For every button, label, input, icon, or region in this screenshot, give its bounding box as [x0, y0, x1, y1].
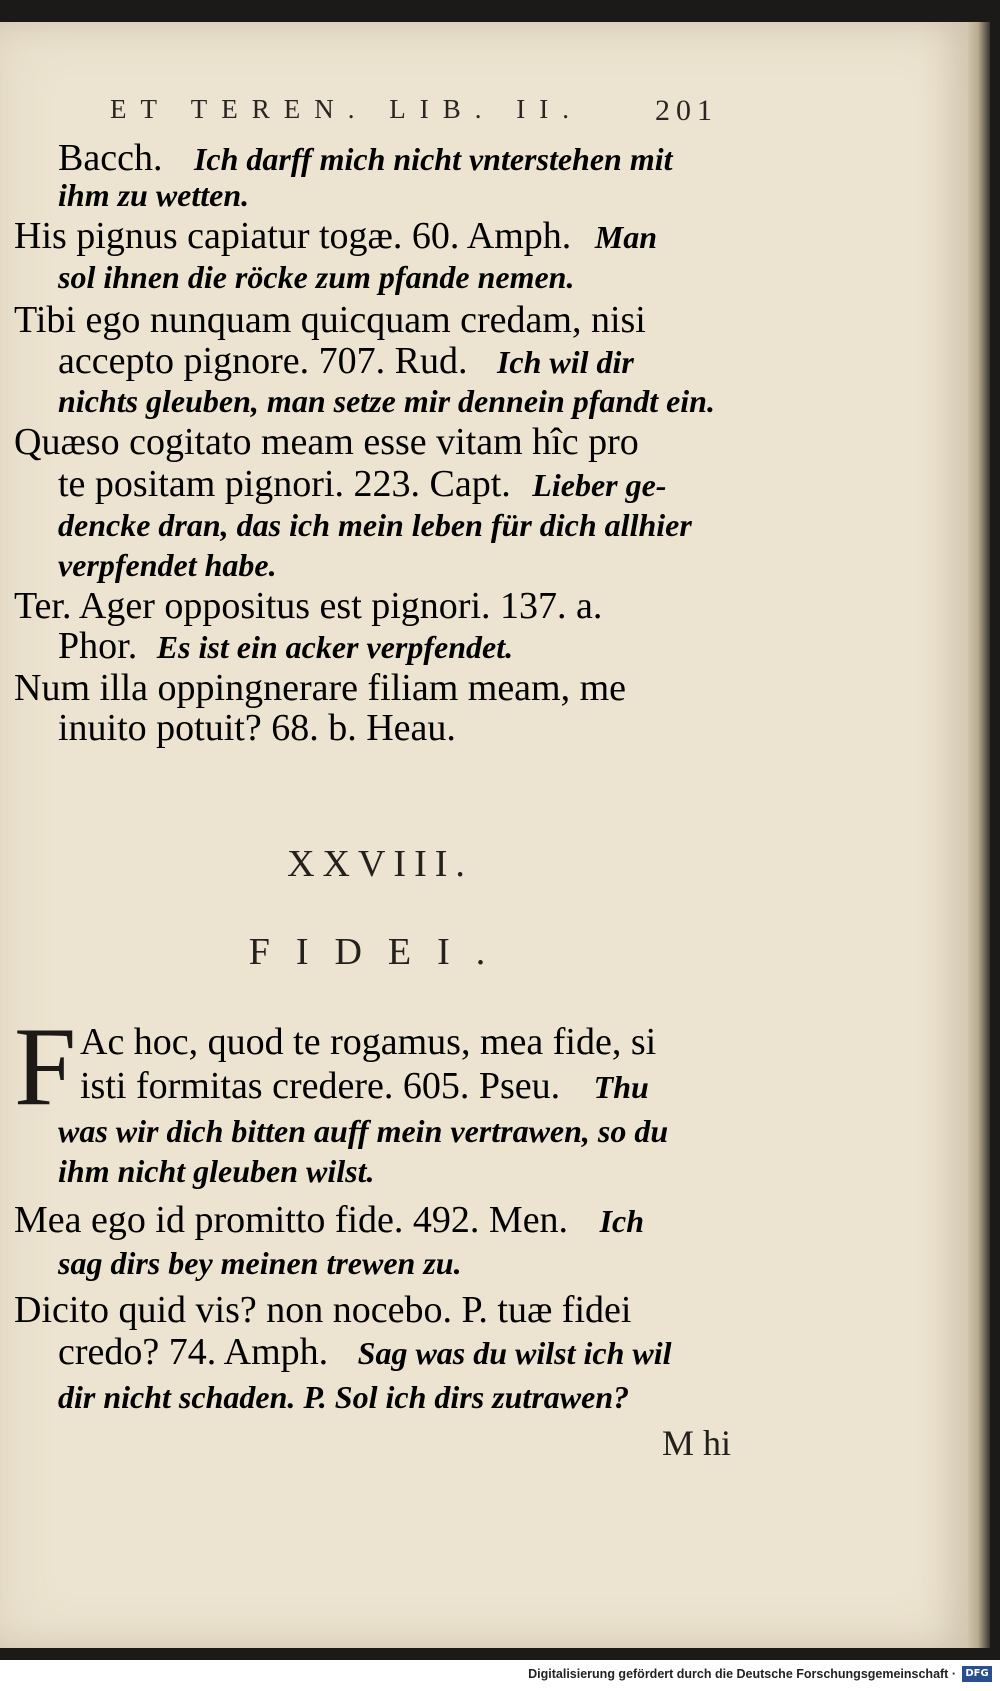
german-gloss: Es ist ein acker verpfendet.	[156, 629, 514, 665]
latin-text: te positam pignori. 223. Capt.	[58, 463, 511, 505]
page-edge	[968, 22, 990, 1648]
latin-text: credo? 74. Amph.	[58, 1331, 329, 1373]
text-line	[14, 298, 646, 342]
latin-text: Quæso cogitato meam esse vitam hîc pro	[14, 421, 639, 463]
text-line	[58, 542, 277, 587]
text-line	[14, 214, 657, 259]
german-gloss: Ich	[599, 1203, 645, 1239]
latin-text: Num illa oppingnerare filiam meam, me	[14, 667, 627, 709]
german-gloss: Ich darff mich nicht vnterstehen mit	[193, 141, 673, 177]
latin-text: inuito potuit? 68. b. Heau.	[58, 707, 456, 749]
text-line	[58, 1240, 462, 1285]
text-line	[14, 666, 626, 710]
german-gloss: was wir dich bitten auff mein vertrawen, so du	[58, 1113, 669, 1149]
german-gloss: dencke dran, das ich mein leben für dich allhier	[58, 507, 692, 543]
latin-text: Phor.	[58, 625, 138, 667]
text-line	[58, 462, 666, 507]
text-line	[58, 706, 456, 750]
text-line	[80, 1020, 656, 1064]
text-line	[58, 254, 574, 299]
german-gloss: verpfendet habe.	[58, 547, 277, 583]
section-title: FIDEI.	[248, 931, 512, 973]
text-line	[14, 584, 602, 628]
drop-capital: F	[14, 1005, 77, 1129]
dfg-logo: DFG	[962, 1666, 992, 1682]
latin-text: His pignus capiatur togæ. 60. Amph.	[14, 215, 572, 257]
german-gloss: Ich wil dir	[496, 344, 634, 380]
text-line	[58, 172, 249, 217]
latin-text: Ac hoc, quod te rogamus, mea fide, si	[80, 1021, 657, 1063]
text-line	[58, 1148, 375, 1193]
text-line	[58, 1330, 672, 1375]
german-gloss: ihm zu wetten.	[58, 177, 250, 213]
catchword: M hi	[662, 1423, 732, 1463]
funding-credit: Digitalisierung gefördert durch die Deutsche Forschungsgemeinschaft ·	[528, 1667, 956, 1681]
german-gloss: Man	[594, 219, 658, 255]
german-gloss: Sag was du wilst ich wil	[357, 1335, 672, 1371]
text-line	[58, 378, 715, 423]
section-number: XXVIII.	[287, 843, 473, 885]
latin-text: Tibi ego nunquam quicquam credam, nisi	[14, 299, 646, 341]
footer-bar	[0, 1660, 1000, 1691]
running-title: ET TEREN. LIB. II.	[110, 94, 583, 124]
text-line	[14, 420, 639, 464]
page-number: 201	[655, 94, 718, 127]
latin-text: Ter. Ager oppositus est pignori. 137. a.	[14, 585, 603, 627]
german-gloss: sag dirs bey meinen trewen zu.	[58, 1245, 462, 1281]
german-gloss: ihm nicht gleuben wilst.	[58, 1153, 375, 1189]
text-line	[58, 502, 692, 547]
text-line	[14, 1288, 631, 1332]
latin-text: accepto pignore. 707. Rud.	[58, 340, 468, 382]
latin-text: Bacch.	[58, 137, 163, 179]
german-gloss: nichts gleuben, man setze mir dennein pfandt ein.	[58, 383, 715, 419]
latin-text: Mea ego id promitto fide. 492. Men.	[14, 1199, 569, 1241]
text-line	[58, 624, 513, 669]
german-gloss: Thu	[593, 1069, 649, 1105]
german-gloss: Lieber ge-	[532, 467, 667, 503]
latin-text: isti formitas credere. 605. Pseu.	[80, 1065, 561, 1107]
text-line	[58, 1374, 629, 1419]
latin-text: Dicito quid vis? non nocebo. P. tuæ fidei	[14, 1289, 632, 1331]
german-gloss: dir nicht schaden. P. Sol ich dirs zutrawen?	[58, 1379, 630, 1415]
text-line	[14, 1198, 644, 1243]
german-gloss: sol ihnen die röcke zum pfande nemen.	[58, 259, 575, 295]
text-line	[58, 1108, 668, 1153]
text-line	[80, 1064, 649, 1109]
